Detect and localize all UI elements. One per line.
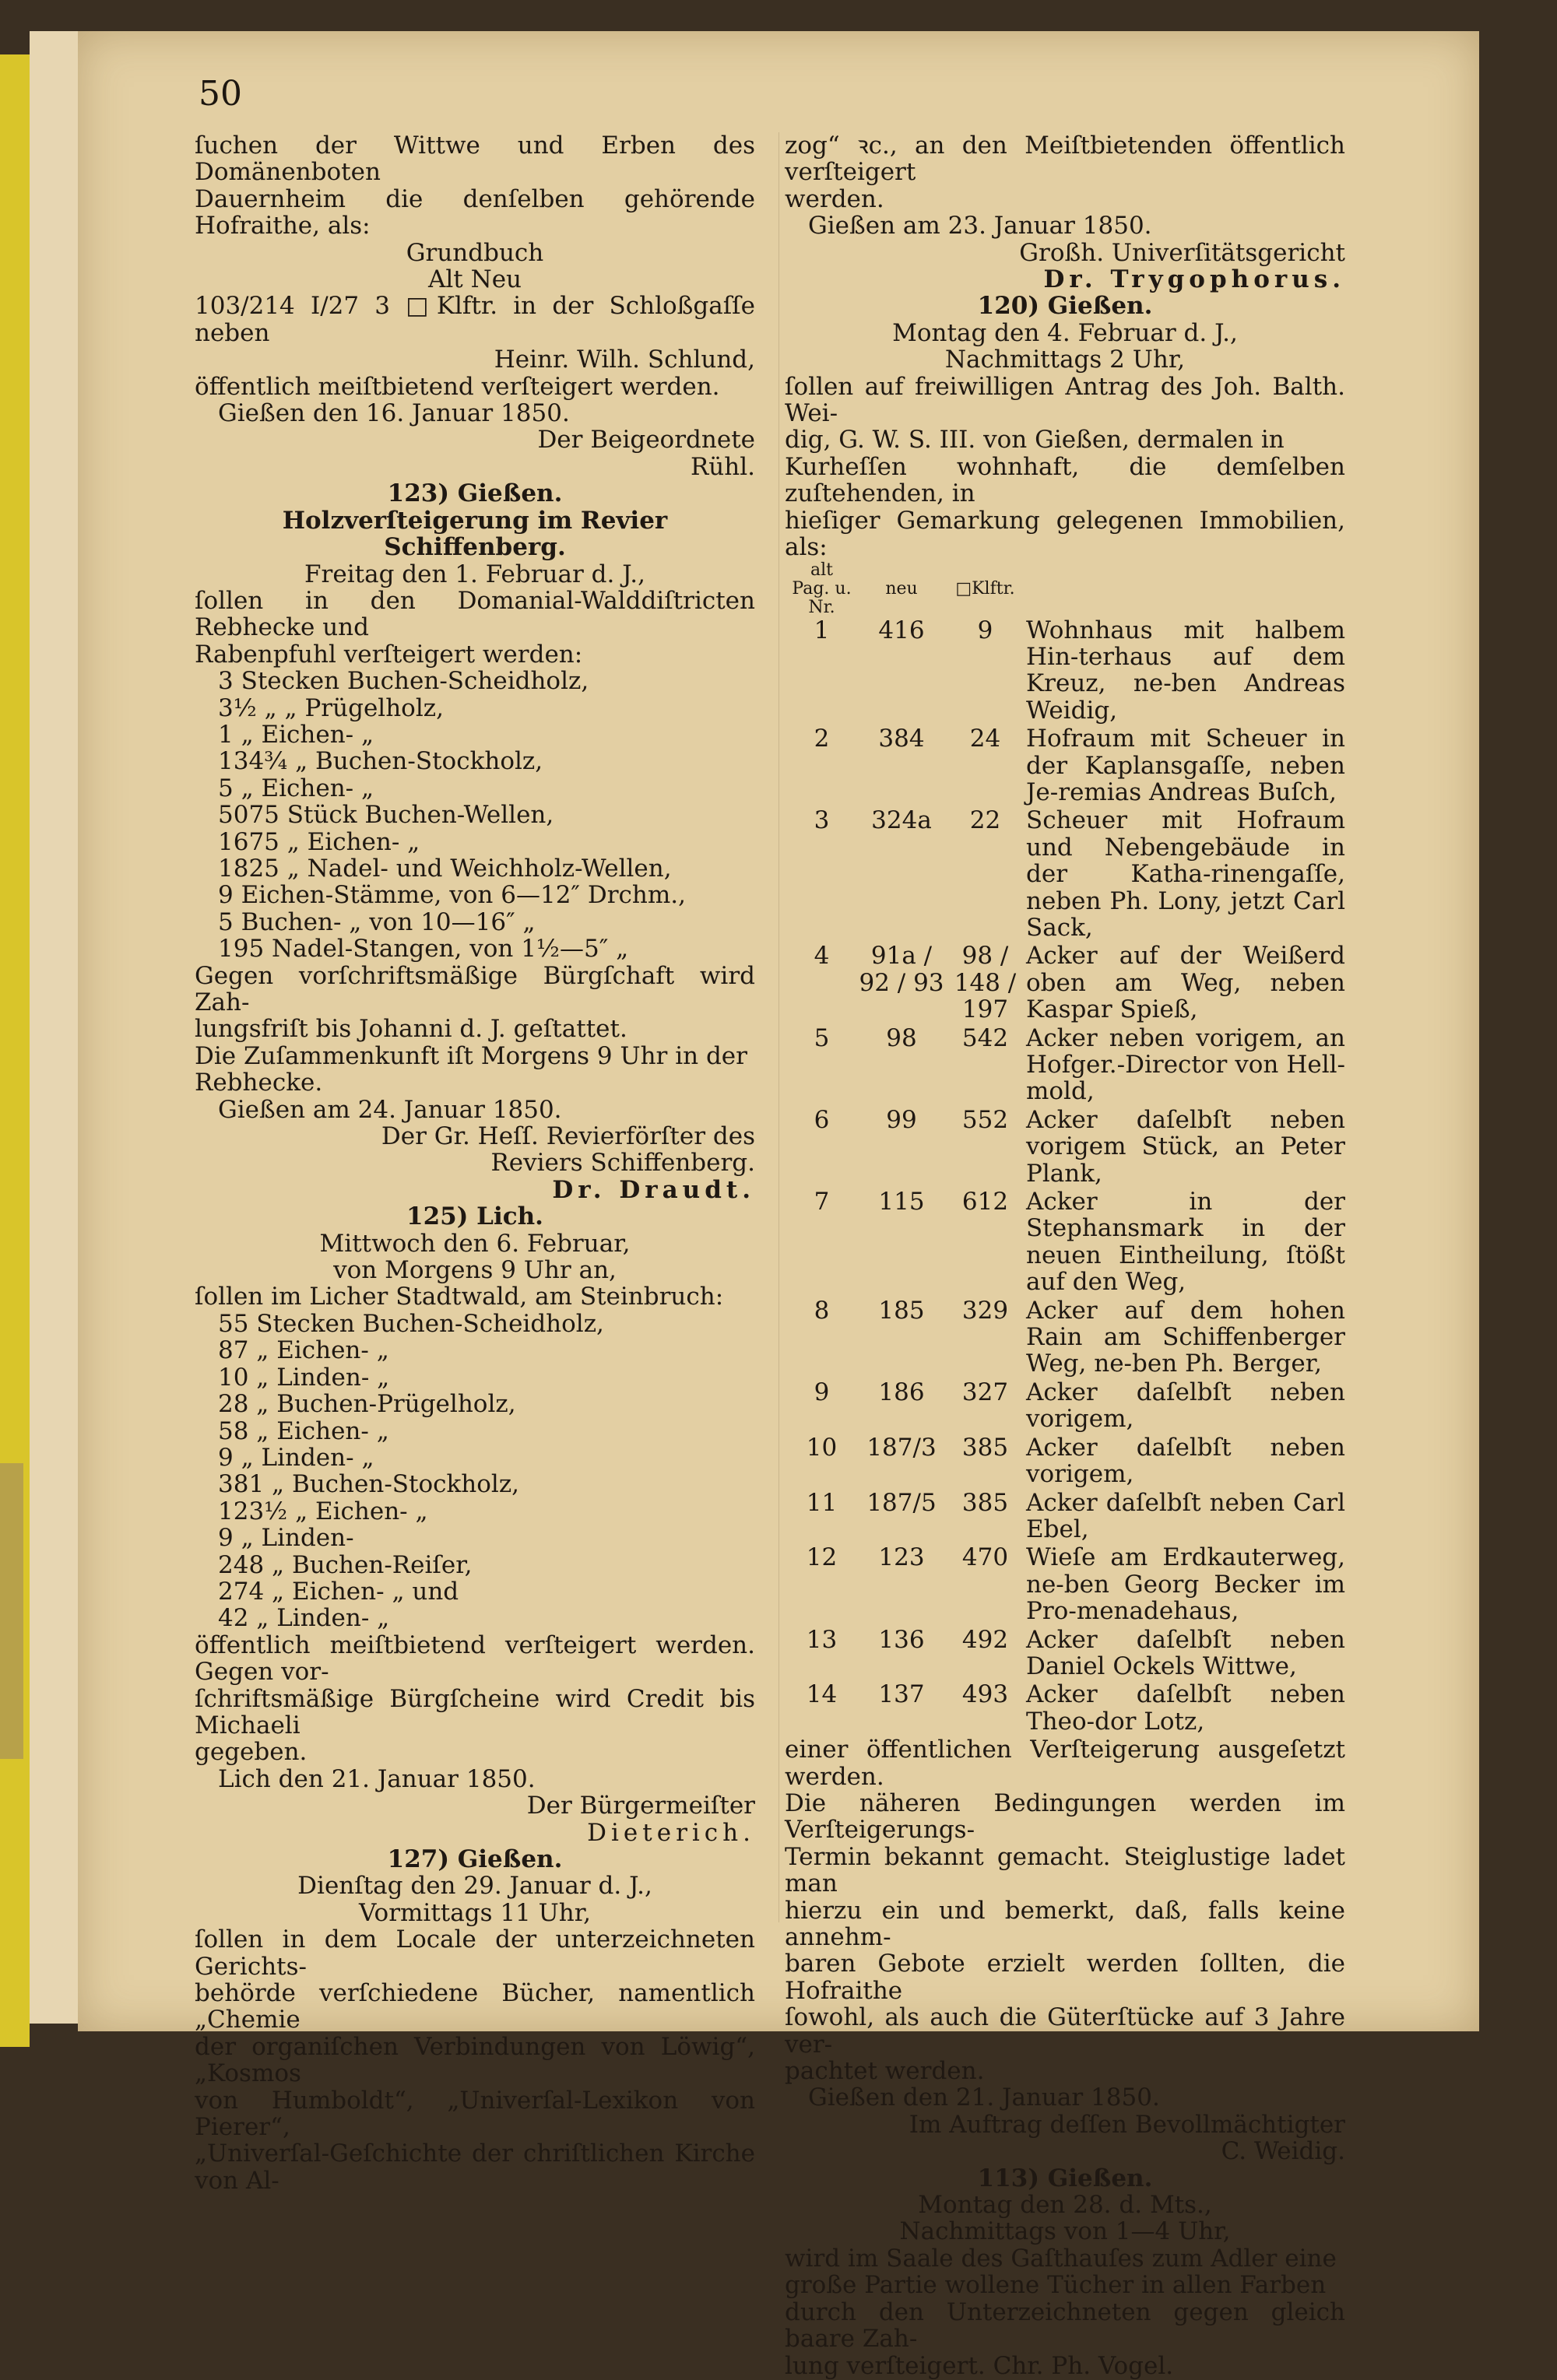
page-stack-edge: [30, 31, 47, 2024]
right-text-line: pachtet werden.: [785, 2057, 985, 2086]
row-neu: 324a: [871, 806, 932, 835]
right-text-line: ſowohl, als auch die Güterſtücke auf 3 Jahre ver-: [785, 2003, 1345, 2059]
row-description: Acker auf der Weißerd oben am Weg, neben Kaspar Spieß,: [1026, 942, 1345, 1024]
table-row: [785, 1627, 1345, 1680]
row-neu: 123: [878, 1543, 925, 1572]
left-text-line: Reviers Schiffenberg.: [490, 1149, 755, 1178]
row-description: Acker daſelbſt neben Daniel Ockels Wittwe,: [1026, 1625, 1345, 1680]
left-text-line: behörde verſchiedene Bücher, namentlich „Chemie: [195, 1979, 755, 2034]
row-klafter: 493: [961, 1680, 1009, 1709]
right-text-line: Die näheren Bedingungen werden im Verſteigerungs-: [785, 1789, 1345, 1845]
row-neu: 416: [878, 616, 925, 644]
row-number: 6: [814, 1105, 830, 1134]
right-text-line: große Partie wollene Tücher in allen Farben: [785, 2271, 1327, 2300]
row-number: 7: [814, 1188, 830, 1216]
right-text-line: Großh. Univerſitätsgericht: [1019, 238, 1345, 267]
left-text-line: Der Gr. Heſſ. Revierförſter des: [381, 1122, 755, 1151]
right-text-line: werden.: [785, 184, 884, 213]
row-number: 9: [814, 1378, 830, 1406]
right-column-top-text: [785, 132, 1345, 561]
left-text-line: 134¾ „ Buchen-Stockholz,: [218, 747, 543, 776]
row-neu: 115: [878, 1188, 925, 1216]
row-number: 10: [806, 1433, 838, 1462]
left-text-line: öffentlich meiſtbietend verſteigert werden. Gegen vor-: [195, 1631, 755, 1687]
property-table: [785, 561, 1345, 1736]
left-text-line: Der Bürgermeiſter: [526, 1792, 755, 1820]
left-column: [195, 132, 755, 2194]
row-klafter: 24: [969, 725, 1001, 753]
row-neu: 384: [878, 725, 925, 753]
row-number: 14: [806, 1680, 838, 1709]
row-description: Acker daſelbſt neben Theo-dor Lotz,: [1026, 1680, 1345, 1736]
left-text-line: Dauernheim die denſelben gehörende Hofraithe, als:: [195, 184, 755, 240]
left-text-line: 3½ „ „ Prügelholz,: [218, 693, 444, 722]
right-text-line: einer öffentlichen Verſteigerung ausgeſetzt werden.: [785, 1736, 1345, 1791]
left-text-line: 28 „ Buchen-Prügelholz,: [218, 1390, 516, 1419]
row-number: 13: [806, 1625, 838, 1654]
right-text-line: baren Gebote erzielt werden ſollten, die Hofraithe: [785, 1950, 1345, 2005]
table-row: [785, 1434, 1345, 1488]
row-klafter: 9: [977, 616, 993, 644]
header-neu: neu: [885, 578, 918, 599]
row-neu: 187/5: [866, 1488, 937, 1517]
row-klafter: 98 / 148 / 197: [954, 942, 1017, 1024]
left-text-line: Dienſtag den 29. Januar d. J.,: [297, 1872, 652, 1901]
right-text-line: Im Auftrag deſſen Bevollmächtigter: [909, 2110, 1345, 2139]
header-pag: [785, 561, 859, 617]
left-text-line: 9 „ Linden-: [218, 1524, 354, 1553]
left-text-line: 381 „ Buchen-Stockholz,: [218, 1470, 520, 1499]
left-text-line: gegeben.: [195, 1738, 308, 1767]
row-description: Acker in der Stephansmark in der neuen Eintheilung, ſtößt auf den Weg,: [1026, 1188, 1345, 1297]
header-klftr: □Klftr.: [955, 578, 1015, 599]
left-text-line: Grundbuch: [406, 238, 544, 267]
row-klafter: 492: [961, 1625, 1009, 1654]
row-number: 8: [814, 1296, 830, 1325]
table-header: [785, 561, 1345, 617]
row-neu: 185: [878, 1296, 925, 1325]
row-number: 3: [814, 806, 830, 835]
left-text-line: Holzverſteigerung im Revier Schiffenberg.: [282, 506, 668, 562]
right-text-line: hierzu ein und bemerkt, daß, falls keine annehm-: [785, 1896, 1345, 1951]
row-description: Acker daſelbſt neben vorigem Stück, an Peter Plank,: [1026, 1105, 1345, 1188]
right-text-line: zog“ ꝛc., an den Meiſtbietenden öffentlich verſteigert: [785, 132, 1345, 187]
right-text-line: Montag den 28. d. Mts.,: [918, 2191, 1212, 2220]
right-text-line: ſollen auf freiwilligen Antrag des Joh. Balth. Wei-: [785, 372, 1345, 428]
left-text-line: 87 „ Eichen- „: [218, 1336, 389, 1365]
left-text-line: 58 „ Eichen- „: [218, 1416, 389, 1445]
left-text-line: ſuchen der Wittwe und Erben des Domänenboten: [195, 132, 755, 187]
left-text-line: Alt Neu: [427, 265, 522, 294]
left-text-line: Rühl.: [690, 452, 755, 481]
table-body: [785, 617, 1345, 1736]
right-column-bottom-text: [785, 1736, 1345, 2379]
left-text-line: 9 „ Linden- „: [218, 1443, 374, 1472]
right-text-line: Termin bekannt gemacht. Steiglustige ladet man: [785, 1842, 1345, 1898]
row-neu: 99: [886, 1105, 917, 1134]
row-number: 11: [806, 1488, 838, 1517]
row-klafter: 612: [961, 1188, 1009, 1216]
table-row: [785, 1297, 1345, 1378]
page-stack-edge: [45, 31, 62, 2024]
table-row: [785, 617, 1345, 725]
left-text-line: „Univerſal-Geſchichte der chriſtlichen Kirche von Al-: [195, 2140, 755, 2195]
left-text-line: Heinr. Wilh. Schlund,: [494, 346, 755, 374]
left-text-line: 55 Stecken Buchen-Scheidholz,: [218, 1309, 604, 1338]
right-text-line: C. Weidig.: [1221, 2137, 1345, 2166]
column-divider: [778, 132, 779, 1922]
table-row: [785, 807, 1345, 941]
row-klafter: 22: [969, 806, 1001, 835]
left-text-line: Der Beigeordnete: [537, 426, 755, 455]
right-text-line: lung verſteigert. Chr. Ph. Vogel.: [785, 2351, 1174, 2380]
left-text-line: Gießen den 16. Januar 1850.: [218, 399, 570, 428]
left-text-line: 274 „ Eichen- „ und: [218, 1577, 459, 1606]
row-neu: 136: [878, 1625, 925, 1654]
right-text-line: Nachmittags 2 Uhr,: [944, 346, 1186, 374]
right-text-line: Gießen den 21. Januar 1850.: [808, 2083, 1160, 2112]
header-alt: alt: [810, 560, 833, 580]
left-text-line: 125) Lich.: [406, 1202, 543, 1231]
row-neu: 186: [878, 1378, 925, 1406]
row-neu: 98: [886, 1023, 917, 1052]
left-text-line: 10 „ Linden- „: [218, 1363, 390, 1392]
left-text-line: der organiſchen Verbindungen von Löwig“, „Kosmos: [195, 2032, 755, 2088]
left-text-line: Gegen vorſchriftsmäßige Bürgſchaft wird Zah-: [195, 961, 755, 1016]
row-klafter: 385: [961, 1488, 1009, 1517]
left-text-line: 5075 Stück Buchen-Wellen,: [218, 801, 554, 830]
left-text-line: Mittwoch den 6. Februar,: [319, 1229, 631, 1258]
left-text-line: 103/214 I/27 3 □Klftr. in der Schloßgaſſe neben: [195, 292, 755, 347]
row-neu: 137: [878, 1680, 925, 1709]
row-klafter: 542: [961, 1023, 1009, 1052]
row-klafter: 327: [961, 1378, 1009, 1406]
row-description: Scheuer mit Hofraum und Nebengebäude in der Katha-rinengaſſe, neben Ph. Lony, jetzt Carl Sack,: [1026, 806, 1345, 942]
right-text-line: Gießen am 23. Januar 1850.: [808, 212, 1152, 240]
left-text-line: 1 „ Eichen- „: [218, 720, 374, 749]
row-klafter: 385: [961, 1433, 1009, 1462]
left-text-line: 3 Stecken Buchen-Scheidholz,: [218, 667, 589, 696]
row-number: 12: [806, 1543, 838, 1572]
left-text-line: von Humboldt“, „Univerſal-Lexikon von Pierer“,: [195, 2086, 755, 2142]
left-text-line: 9 Eichen-Stämme, von 6—12″ Drchm.,: [218, 881, 686, 910]
table-row: [785, 1107, 1345, 1187]
right-text-line: durch den Unterzeichneten gegen gleich baare Zah-: [785, 2298, 1345, 2354]
row-description: Hofraum mit Scheuer in der Kaplansgaſſe, neben Je-remias Andreas Buſch,: [1026, 725, 1345, 806]
left-text-line: 195 Nadel-Stangen, von 1½—5″ „: [218, 935, 629, 964]
right-text-line: Montag den 4. Februar d. J.,: [892, 318, 1238, 347]
left-text-line: ſollen im Licher Stadtwald, am Steinbruch:: [195, 1283, 724, 1311]
right-text-line: 113) Gießen.: [977, 2164, 1153, 2192]
row-klafter: 552: [961, 1105, 1009, 1134]
table-row: [785, 1681, 1345, 1735]
header-pag-label: Pag. u. Nr.: [792, 578, 852, 617]
left-text-line: 1825 „ Nadel- und Weichholz-Wellen,: [218, 854, 672, 883]
row-klafter: 470: [961, 1543, 1009, 1572]
row-description: Acker daſelbſt neben Carl Ebel,: [1026, 1488, 1345, 1543]
left-text-line: 123½ „ Eichen- „: [218, 1497, 428, 1525]
right-column: [785, 132, 1345, 2379]
table-row: [785, 1490, 1345, 1543]
right-text-line: Kurheſſen wohnhaft, die demſelben zuſtehenden, in: [785, 452, 1345, 508]
row-neu: 187/3: [866, 1433, 937, 1462]
left-text-line: 1675 „ Eichen- „: [218, 827, 420, 856]
left-text-line: Rebhecke.: [195, 1069, 323, 1097]
left-text-line: Gießen am 24. Januar 1850.: [218, 1095, 562, 1124]
table-row: [785, 1544, 1345, 1624]
row-description: Acker daſelbſt neben vorigem,: [1026, 1433, 1345, 1489]
left-text-line: 123) Gießen.: [387, 479, 563, 508]
row-description: Acker daſelbſt neben vorigem,: [1026, 1378, 1345, 1434]
left-text-line: Rabenpfuhl verſteigert werden:: [195, 640, 583, 669]
left-text-line: 127) Gießen.: [387, 1845, 563, 1873]
left-text-line: ſollen in dem Locale der unterzeichneten Gerichts-: [195, 1925, 755, 1981]
row-description: Wohnhaus mit halbem Hin-terhaus auf dem Kreuz, ne-ben Andreas Weidig,: [1026, 616, 1345, 725]
left-text-line: von Morgens 9 Uhr an,: [333, 1256, 617, 1285]
page-stack-edge: [61, 31, 79, 2024]
row-number: 5: [814, 1023, 830, 1052]
left-text-line: 5 Buchen- „ von 10—16″ „: [218, 907, 536, 936]
table-row: [785, 1379, 1345, 1433]
row-number: 4: [814, 942, 830, 971]
left-text-line: ſchriftsmäßige Bürgſcheine wird Credit bis Michaeli: [195, 1684, 755, 1739]
table-row: [785, 725, 1345, 806]
row-number: 1: [814, 616, 830, 644]
row-description: Wieſe am Erdkauterweg, ne-ben Georg Becker im Pro-menadehaus,: [1026, 1543, 1345, 1626]
right-text-line: Dr. Trygophorus.: [1043, 265, 1345, 294]
left-text-line: 5 „ Eichen- „: [218, 774, 374, 802]
left-text-line: Die Zuſammenkunft iſt Morgens 9 Uhr in der: [195, 1041, 747, 1070]
row-neu: 91a / 92 / 93: [859, 942, 944, 997]
left-text-line: Freitag den 1. Februar d. J.,: [304, 560, 645, 588]
page-number: 50: [199, 74, 242, 114]
yellow-book-edge-lower: [0, 1463, 23, 1759]
table-row: [785, 1188, 1345, 1296]
right-text-line: dig, G. W. S. III. von Gießen, dermalen in: [785, 426, 1285, 455]
left-text-line: Dr. Draudt.: [552, 1175, 755, 1204]
left-text-line: Dieterich.: [587, 1818, 755, 1847]
row-klafter: 329: [961, 1296, 1009, 1325]
left-text-line: öffentlich meiſtbietend verſteigert werden.: [195, 372, 720, 401]
left-text-line: Lich den 21. Januar 1850.: [218, 1764, 536, 1793]
right-text-line: 120) Gießen.: [977, 292, 1153, 321]
right-text-line: Nachmittags von 1—4 Uhr,: [899, 2217, 1231, 2246]
left-text-line: 248 „ Buchen-Reiſer,: [218, 1550, 473, 1579]
left-text-line: ſollen in den Domanial-Walddiſtricten Rebhecke und: [195, 586, 755, 642]
table-row: [785, 943, 1345, 1023]
left-text-line: 42 „ Linden- „: [218, 1604, 390, 1633]
row-number: 2: [814, 725, 830, 753]
right-text-line: wird im Saale des Gaſthauſes zum Adler eine: [785, 2244, 1337, 2273]
table-row: [785, 1025, 1345, 1105]
row-description: Acker neben vorigem, an Hofger.-Director von Hell-mold,: [1026, 1023, 1345, 1106]
right-text-line: hieſiger Gemarkung gelegenen Immobilien, als:: [785, 506, 1345, 562]
left-text-line: Vormittags 11 Uhr,: [359, 1898, 591, 1927]
row-description: Acker auf dem hohen Rain am Schiffenberger Weg, ne-ben Ph. Berger,: [1026, 1296, 1345, 1378]
left-text-line: lungsfriſt bis Johanni d. J. geſtattet.: [195, 1015, 627, 1044]
